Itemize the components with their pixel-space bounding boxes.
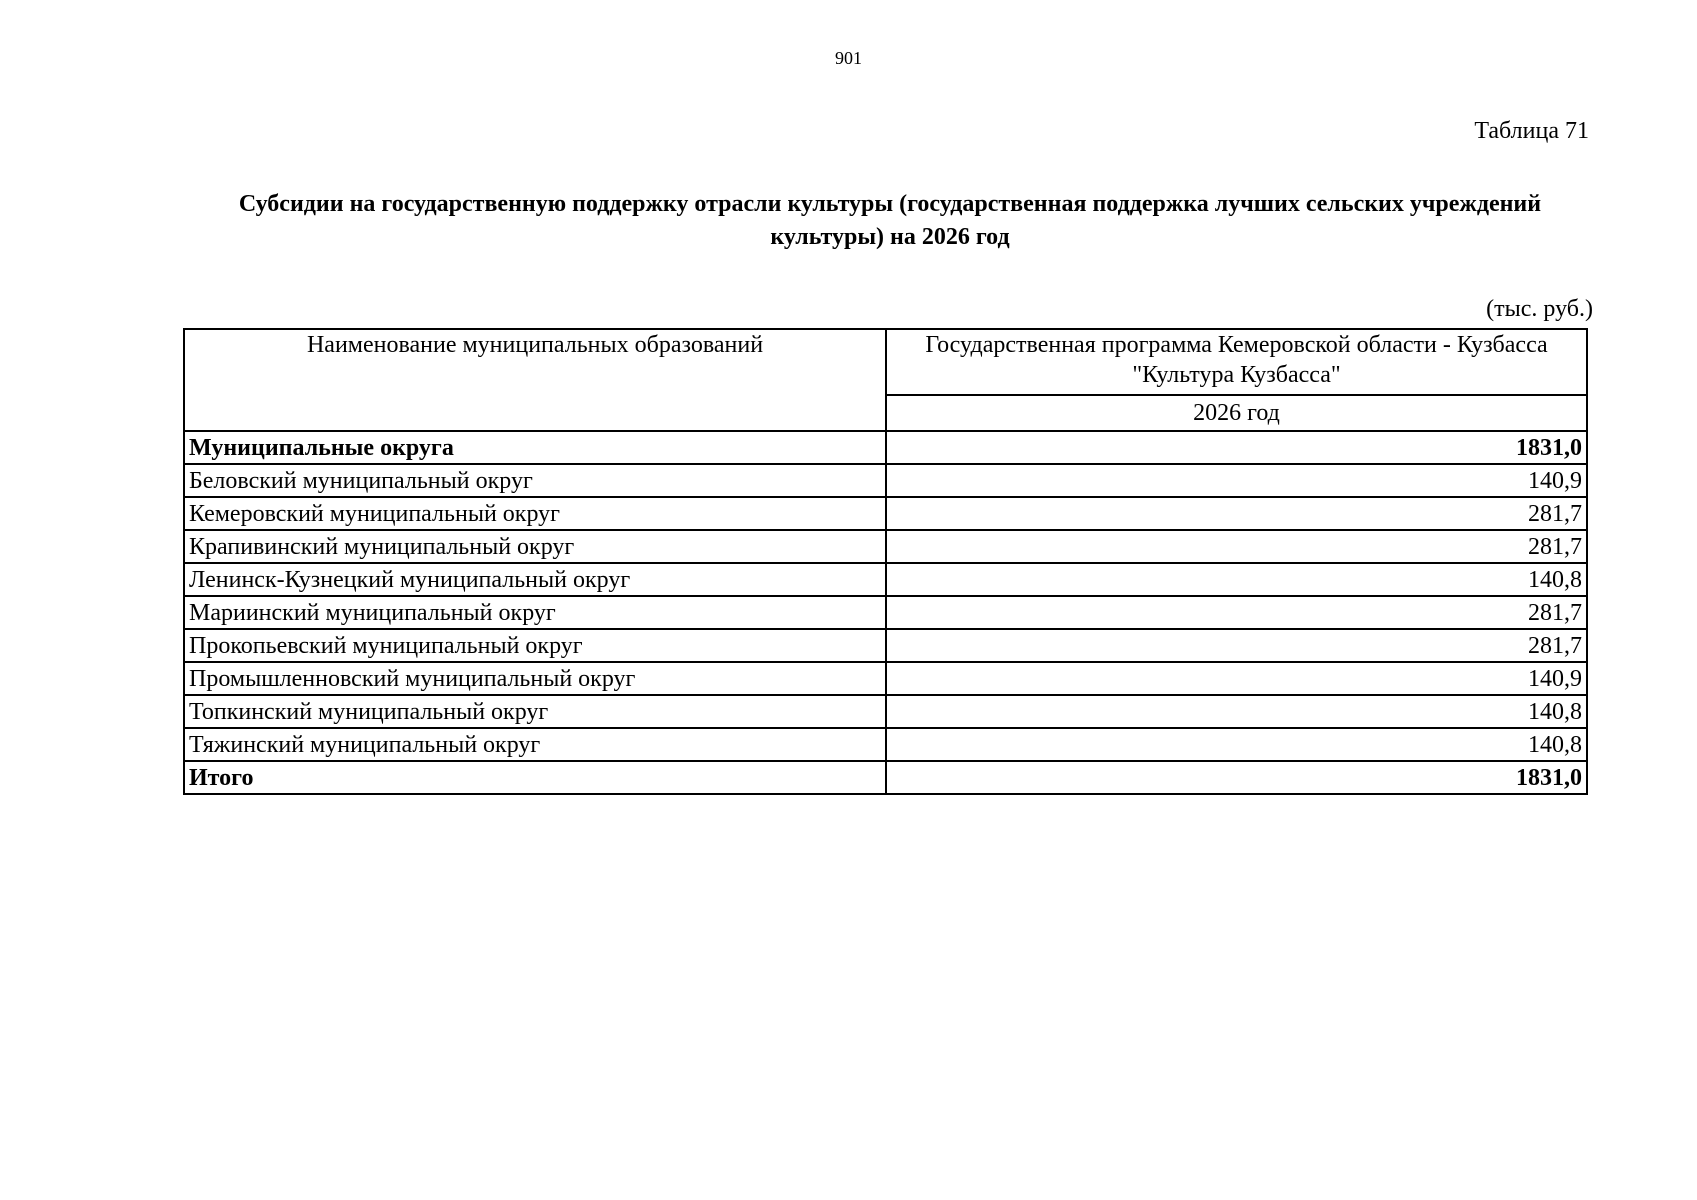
row-name: Ленинск-Кузнецкий муниципальный округ xyxy=(184,563,886,596)
table-row xyxy=(184,629,1587,662)
row-value: 1831,0 xyxy=(886,761,1587,794)
row-name: Крапивинский муниципальный округ xyxy=(184,530,886,563)
row-name: Муниципальные округа xyxy=(184,431,886,464)
header-program: Государственная программа Кемеровской области - Кузбасса "Культура Кузбасса" xyxy=(886,329,1587,395)
row-value: 140,9 xyxy=(886,662,1587,695)
page-number: 901 xyxy=(835,48,862,68)
table-row xyxy=(184,695,1587,728)
table-row-subtotal xyxy=(184,431,1587,464)
row-value: 281,7 xyxy=(886,596,1587,629)
row-name: Беловский муниципальный округ xyxy=(184,464,886,497)
row-value: 281,7 xyxy=(886,629,1587,662)
table-label: Таблица 71 xyxy=(1474,118,1589,144)
row-value: 140,9 xyxy=(886,464,1587,497)
table-header-row xyxy=(184,329,1587,395)
row-name: Промышленновский муниципальный округ xyxy=(184,662,886,695)
row-value: 281,7 xyxy=(886,497,1587,530)
units-label: (тыс. руб.) xyxy=(1486,296,1593,322)
header-year: 2026 год xyxy=(886,395,1587,431)
row-name: Топкинский муниципальный округ xyxy=(184,695,886,728)
row-name: Мариинский муниципальный округ xyxy=(184,596,886,629)
row-value: 1831,0 xyxy=(886,431,1587,464)
table-row xyxy=(184,662,1587,695)
row-value: 281,7 xyxy=(886,530,1587,563)
table-row xyxy=(184,728,1587,761)
document-title: Субсидии на государственную поддержку отрасли культуры (государственная поддержка лучших сельских учреждений культуры) на 2026 год xyxy=(238,191,1542,250)
table-row xyxy=(184,563,1587,596)
row-value: 140,8 xyxy=(886,695,1587,728)
header-municipality-name: Наименование муниципальных образований xyxy=(184,329,886,431)
table-row xyxy=(184,530,1587,563)
table-body xyxy=(184,431,1587,794)
table-row xyxy=(184,497,1587,530)
row-value: 140,8 xyxy=(886,728,1587,761)
table-row-total xyxy=(184,761,1587,794)
table-row xyxy=(184,464,1587,497)
subsidy-table xyxy=(183,328,1588,795)
row-name: Прокопьевский муниципальный округ xyxy=(184,629,886,662)
table-row xyxy=(184,596,1587,629)
row-name: Кемеровский муниципальный округ xyxy=(184,497,886,530)
row-value: 140,8 xyxy=(886,563,1587,596)
row-name: Тяжинский муниципальный округ xyxy=(184,728,886,761)
row-name: Итого xyxy=(184,761,886,794)
